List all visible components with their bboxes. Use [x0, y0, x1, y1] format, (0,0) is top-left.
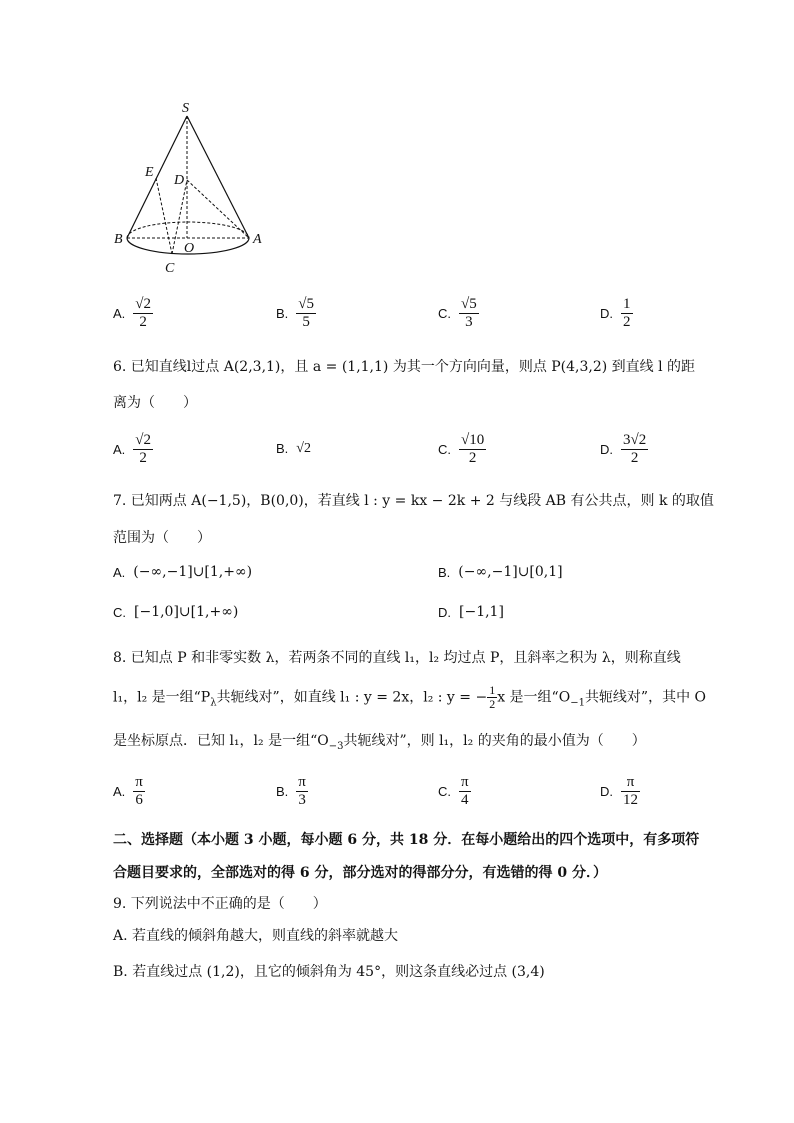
q7-stem-line2: 范围为（ ） — [113, 530, 211, 546]
fraction: $\frac{√5}{3}$ — [461, 296, 477, 330]
option-value: √2 — [296, 441, 311, 456]
option-value: (−∞,−1]∪[0,1] — [458, 564, 563, 580]
q5-option-b[interactable] — [276, 296, 316, 330]
option-label: A. — [113, 564, 126, 580]
q8-option-c[interactable] — [438, 774, 471, 808]
q8-stem-line3: 是坐标原点．已知 l₁，l₂ 是一组“$O_{-3}$共轭线对”，则 l₁，l₂ 的夹角的最小值为（ ） — [113, 733, 646, 752]
q7-stem-line1: 7. 已知两点 A(−1,5)，B(0,0)，若直线 l : y = kx − 2k + 2 与线段 AB 有公共点，则 k 的取值 — [113, 493, 714, 509]
option-label: D. — [600, 441, 613, 457]
q7-option-a[interactable] — [113, 564, 252, 580]
label-C: C — [165, 261, 175, 276]
label-E: E — [145, 165, 154, 180]
q9-option-b[interactable]: B. 若直线过点 (1,2)，且它的倾斜角为 45°，则这条直线必过点 (3,4) — [113, 964, 545, 980]
fraction: $\frac{√10}{2}$ — [461, 432, 485, 466]
q7-option-c[interactable] — [113, 604, 238, 620]
q6-stem-line1: 6. 已知直线l过点 A(2,3,1)，且 a = (1,1,1) 为其一个方向向量，则点 P(4,3,2) 到直线 l 的距 — [113, 359, 696, 375]
q6-option-b[interactable] — [276, 440, 311, 457]
q9-option-a[interactable]: A. 若直线的倾斜角越大，则直线的斜率就越大 — [113, 928, 399, 944]
q7-option-d[interactable] — [438, 604, 504, 620]
q9-stem: 9. 下列说法中不正确的是（ ） — [113, 896, 327, 912]
fraction: $\frac{3√2}{2}$ — [623, 432, 647, 466]
fraction: $\frac{\pi}{3}$ — [298, 774, 306, 808]
segment-EC — [156, 178, 172, 254]
option-value: [−1,1] — [459, 604, 504, 620]
q8-option-b[interactable] — [276, 774, 308, 808]
option-label: D. — [600, 783, 613, 799]
option-label: B. — [276, 440, 289, 456]
q5-option-d[interactable] — [600, 296, 633, 330]
option-label: B. — [438, 564, 451, 580]
q6-stem-line2: 离为（ ） — [113, 395, 197, 411]
option-label: D. — [600, 305, 613, 321]
q8-option-a[interactable] — [113, 774, 145, 808]
fraction: $\frac{√2}{2}$ — [135, 296, 152, 330]
q6-option-a[interactable] — [113, 432, 153, 466]
fraction: $\frac{1}{2}$ — [489, 683, 496, 712]
label-S: S — [182, 101, 189, 116]
base-ellipse-back — [127, 222, 249, 238]
cone-figure — [108, 98, 278, 278]
label-B: B — [114, 232, 123, 247]
q5-option-c[interactable] — [438, 296, 479, 330]
section2-heading-line1: 二、选择题（本小题 3 小题，每小题 6 分，共 18 分．在每小题给出的四个选项中，有多项符 — [113, 832, 700, 848]
q8-option-d[interactable] — [600, 774, 640, 808]
fraction: $\frac{\pi}{4}$ — [461, 774, 469, 808]
segment-DA — [187, 180, 249, 238]
q8-stem-line2: l₁，l₂ 是一组“$P_\lambda$共轭线对”，如直线 l₁ : y = 2x，l₂ : y = − $\frac{1}{2}$ x 是一组“$O_{-1}$共轭线对”，其中 O — [113, 683, 707, 712]
option-label: C. — [438, 441, 451, 457]
q5-option-a[interactable] — [113, 296, 153, 330]
option-value: (−∞,−1]∪[1,+∞) — [133, 564, 253, 580]
q8-stem-line1: 8. 已知点 P 和非零实数 λ，若两条不同的直线 l₁，l₂ 均过点 P，且斜率之积为 λ，则称直线 — [113, 650, 681, 666]
option-label: A. — [113, 441, 126, 457]
option-label: C. — [438, 305, 451, 321]
edge-SA — [187, 116, 249, 238]
q6-option-d[interactable] — [600, 432, 648, 466]
option-label: D. — [438, 604, 451, 620]
option-label: C. — [113, 604, 126, 620]
label-O: O — [184, 241, 195, 256]
q7-option-b[interactable] — [438, 564, 563, 580]
option-label: B. — [276, 783, 289, 799]
q6-option-c[interactable] — [438, 432, 486, 466]
option-value: [−1,0]∪[1,+∞) — [134, 604, 239, 620]
fraction: $\frac{\pi}{6}$ — [135, 774, 143, 808]
option-label: C. — [438, 783, 451, 799]
fraction: $\frac{1}{2}$ — [623, 296, 631, 330]
option-label: B. — [276, 305, 289, 321]
fraction: $\frac{√2}{2}$ — [135, 432, 152, 466]
section2-heading-line2: 合题目要求的，全部选对的得 6 分，部分选对的得部分分，有选错的得 0 分．） — [113, 865, 607, 881]
fraction: $\frac{√5}{5}$ — [298, 296, 315, 330]
label-D: D — [174, 173, 185, 188]
fraction: $\frac{\pi}{12}$ — [623, 774, 638, 808]
option-label: A. — [113, 305, 126, 321]
label-A: A — [253, 232, 262, 247]
option-label: A. — [113, 783, 126, 799]
